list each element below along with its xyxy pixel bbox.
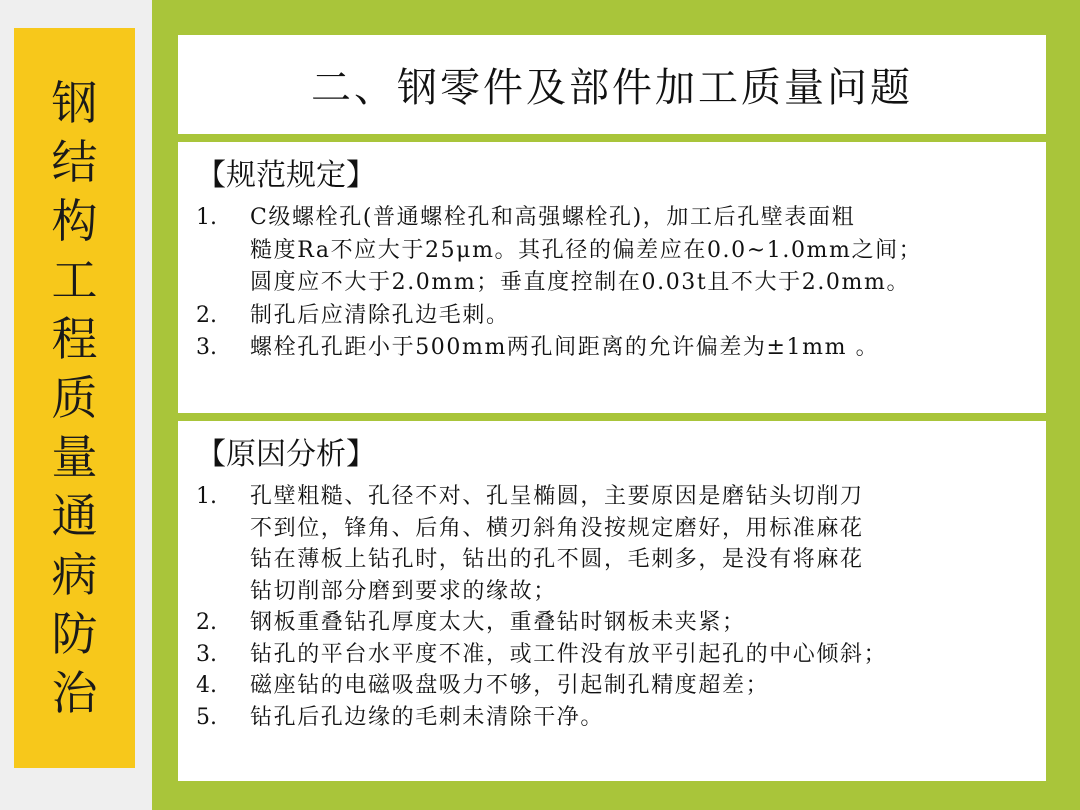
item-number: 3. xyxy=(196,335,217,360)
item-number: 5. xyxy=(196,704,217,730)
sidebar-title-char: 治 xyxy=(51,665,98,720)
list-item xyxy=(196,202,1046,300)
sidebar-title-char: 通 xyxy=(51,488,98,543)
list-item xyxy=(196,702,1046,734)
cause-section xyxy=(178,421,1046,781)
sidebar-vertical-title xyxy=(52,74,98,723)
item-number: 3. xyxy=(196,641,217,667)
sidebar-title-char: 量 xyxy=(51,429,98,484)
item-text: 孔壁粗糙、孔径不对、孔呈椭圆，主要原因是磨钻头切削刀 不到位，锋角、后角、横刃斜角没按规定磨好，用标准麻花 钻在薄板上钻孔时，钻出的孔不圆，毛刺多，是没有将麻花 钻切削部分磨到要求的缘故； xyxy=(250,484,864,604)
page-title: 二、钢零件及部件加工质量问题 xyxy=(311,65,913,111)
item-text: C级螺栓孔(普通螺栓孔和高强螺栓孔)，加工后孔壁表面粗 糙度Ra不应大于25μm。其孔径的偏差应在0.0~1.0mm之间； 圆度应不大于2.0mm；垂直度控制在0.03t且不大于2.0mm。 xyxy=(250,205,923,295)
item-text: 钢板重叠钻孔厚度太大，重叠钻时钢板未夹紧； xyxy=(250,610,746,635)
item-number: 1. xyxy=(196,205,217,230)
sidebar-title-char: 结 xyxy=(51,134,98,189)
sidebar-title-char: 程 xyxy=(51,311,98,366)
item-text: 制孔后应清除孔边毛刺。 xyxy=(250,302,510,328)
sidebar-title-char: 防 xyxy=(51,606,98,661)
cause-heading: 【原因分析】 xyxy=(196,437,376,472)
list-item xyxy=(196,607,1046,639)
list-item xyxy=(196,639,1046,671)
sidebar-title-char: 质 xyxy=(51,370,98,425)
list-item xyxy=(196,300,1046,333)
item-number: 2. xyxy=(196,610,217,635)
list-item xyxy=(196,481,1046,607)
list-item xyxy=(196,332,1046,365)
sidebar-title-bar xyxy=(14,28,135,768)
spec-heading: 【规范规定】 xyxy=(196,158,376,193)
list-item xyxy=(196,670,1046,702)
item-text: 螺栓孔孔距小于500mm两孔间距离的允许偏差为±1mm 。 xyxy=(250,335,880,360)
title-box xyxy=(178,35,1046,134)
item-number: 4. xyxy=(196,673,217,698)
sidebar-title-char: 病 xyxy=(51,547,98,602)
item-text: 磁座钻的电磁吸盘吸力不够，引起制孔精度超差； xyxy=(250,673,770,698)
sidebar-title-char: 钢 xyxy=(51,75,98,130)
sidebar-title-char: 构 xyxy=(51,193,98,248)
item-text: 钻孔后孔边缘的毛刺未清除干净。 xyxy=(250,704,605,730)
item-number: 2. xyxy=(196,302,217,328)
spec-section xyxy=(178,142,1046,413)
cause-list xyxy=(196,481,1046,733)
item-text: 钻孔的平台水平度不准，或工件没有放平引起孔的中心倾斜； xyxy=(250,641,888,667)
sidebar-title-char: 工 xyxy=(51,252,98,307)
spec-list xyxy=(196,202,1046,365)
item-number: 1. xyxy=(196,484,217,509)
